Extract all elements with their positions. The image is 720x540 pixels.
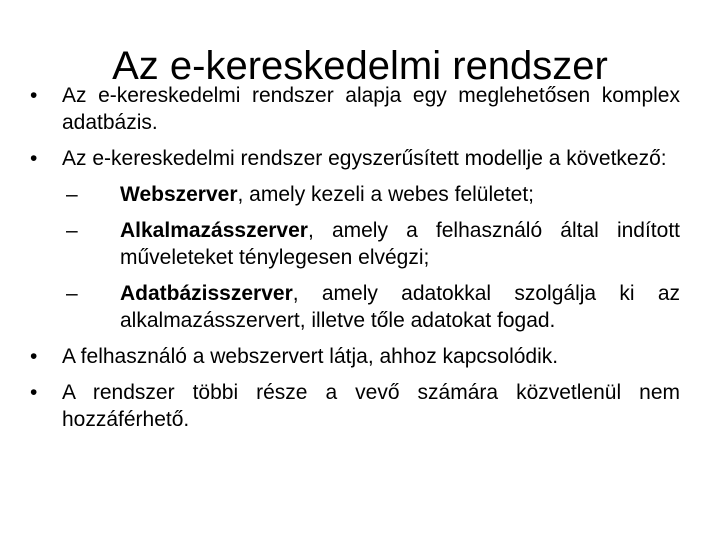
bullet-text: Az e-kereskedelmi rendszer alapja egy meglehetősen komplex adatbázis. — [62, 84, 680, 134]
sub-item-term: Alkalmazásszerver — [120, 219, 308, 242]
bullet-icon: • — [30, 84, 38, 107]
bullet-item-3 — [30, 343, 680, 370]
bullet-item-2 — [30, 145, 680, 172]
sub-item-term: Adatbázisszerver — [120, 282, 293, 305]
dash-icon: – — [66, 219, 78, 242]
sub-item-text: , amely adatokkal szolgálja ki az alkalmazásszervert, illetve tőle adatokat fogad. — [120, 282, 680, 332]
sub-item-term: Webszerver — [120, 183, 238, 206]
dash-icon: – — [66, 183, 78, 206]
sub-item-text: , amely kezeli a webes felületet; — [237, 183, 534, 206]
bullet-item-4 — [30, 379, 680, 433]
sub-item-dbserver — [30, 280, 680, 334]
sub-item-appserver — [30, 217, 680, 271]
bullet-text: A felhasználó a webszervert látja, ahhoz kapcsolódik. — [62, 345, 559, 368]
bullet-list — [30, 82, 680, 442]
bullet-text: A rendszer többi része a vevő számára közvetlenül nem hozzáférhető. — [62, 381, 680, 431]
sub-item-webserver — [30, 181, 680, 208]
bullet-icon: • — [30, 147, 38, 170]
bullet-icon: • — [30, 345, 38, 368]
sub-item-text: , amely a felhasználó által indított műveleteket ténylegesen elvégzi; — [120, 219, 680, 269]
bullet-icon: • — [30, 381, 38, 404]
dash-icon: – — [66, 282, 78, 305]
slide-title: Az e-kereskedelmi rendszer — [112, 44, 608, 88]
bullet-text: Az e-kereskedelmi rendszer egyszerűsített modellje a következő: — [62, 147, 667, 170]
bullet-item-1 — [30, 82, 680, 136]
